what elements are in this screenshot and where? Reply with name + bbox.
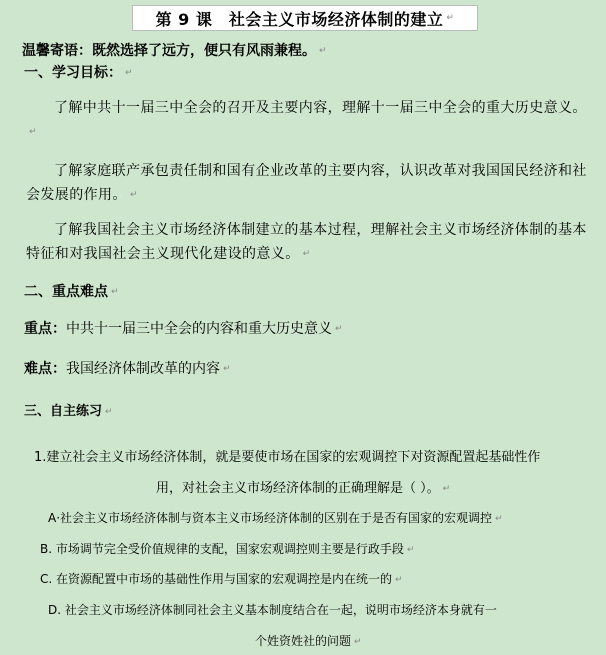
objective-paragraph-3: 了解我国社会主义市场经济体制建立的基本过程，理解社会主义市场经济体制的基本特征和对我国社会主义现代化建设的意义。 ↵ xyxy=(26,222,587,262)
key-point-label: 重点： xyxy=(24,321,66,337)
paragraph-mark-icon: ↵ xyxy=(354,636,362,647)
objective-paragraph-1: 了解中共十一届三中全会的召开及主要内容，理解十一届三中全会的重大历史意义。↵ xyxy=(29,100,587,137)
difficult-point-text: 我国经济体制改革的内容 xyxy=(66,361,220,377)
paragraph-mark-icon: ↵ xyxy=(125,68,133,78)
paragraph-mark-icon: ↵ xyxy=(302,249,311,259)
paragraph-mark-icon: ↵ xyxy=(319,46,327,56)
paragraph-mark-icon: ↵ xyxy=(446,13,455,23)
paragraph-mark-icon: ↵ xyxy=(495,513,503,524)
difficult-point-label: 难点： xyxy=(24,361,66,377)
question-stem-line-1: 1.建立社会主义市场经济体制，就是要使市场在国家的宏观调控下对资源配置起基础性作 xyxy=(34,450,541,465)
section-heading-key-points: 二、重点难点 ↵ xyxy=(24,284,119,300)
section-heading-objectives: 一、学习目标： ↵ xyxy=(24,65,133,81)
paragraph-mark-icon: ↵ xyxy=(111,287,119,297)
paragraph-mark-icon: ↵ xyxy=(406,544,415,555)
paragraph-mark-icon: ↵ xyxy=(395,574,403,585)
option-a: A·社会主义市场经济体制与资本主义市场经济体制的区别在于是否有国家的宏观调控 ↵ xyxy=(48,511,503,525)
option-b: B. 市场调节完全受价值规律的支配，国家宏观调控则主要是行政手段 ↵ xyxy=(40,542,415,556)
paragraph-mark-icon: ↵ xyxy=(442,483,451,494)
objective-paragraph-2: 了解家庭联产承包责任制和国有企业改革的主要内容，认识改革对我国国民经济和社会发展的作用。 ↵ xyxy=(26,163,587,203)
paragraph-mark-icon: ↵ xyxy=(29,127,37,137)
question-stem-line-2: 用，对社会主义市场经济体制的正确理解是（ ）。 ↵ xyxy=(156,481,451,496)
lesson-title: 第 9 课 社会主义市场经济体制的建立 xyxy=(155,9,444,29)
option-d-line-2: 个姓资姓社的问题 ↵ xyxy=(255,634,362,648)
paragraph-mark-icon: ↵ xyxy=(335,324,343,334)
paragraph-mark-icon: ↵ xyxy=(223,364,231,374)
paragraph-mark-icon: ↵ xyxy=(129,190,138,200)
option-c: C. 在资源配置中市场的基础性作用与国家的宏观调控是内在统一的 ↵ xyxy=(40,572,403,586)
section-heading-practice: 三、自主练习 ↵ xyxy=(24,404,113,419)
paragraph-mark-icon: ↵ xyxy=(105,406,113,417)
difficult-point-line xyxy=(24,358,231,378)
option-d-line-1: D. 社会主义市场经济体制同社会主义基本制度结合在一起，说明市场经济本身就有一 xyxy=(48,603,497,617)
key-point-text: 中共十一届三中全会的内容和重大历史意义 xyxy=(66,321,332,337)
motto: 温馨寄语：既然选择了远方，便只有风雨兼程。 ↵ xyxy=(22,43,327,59)
lesson-title-box xyxy=(132,5,478,31)
key-point-line xyxy=(24,318,343,338)
